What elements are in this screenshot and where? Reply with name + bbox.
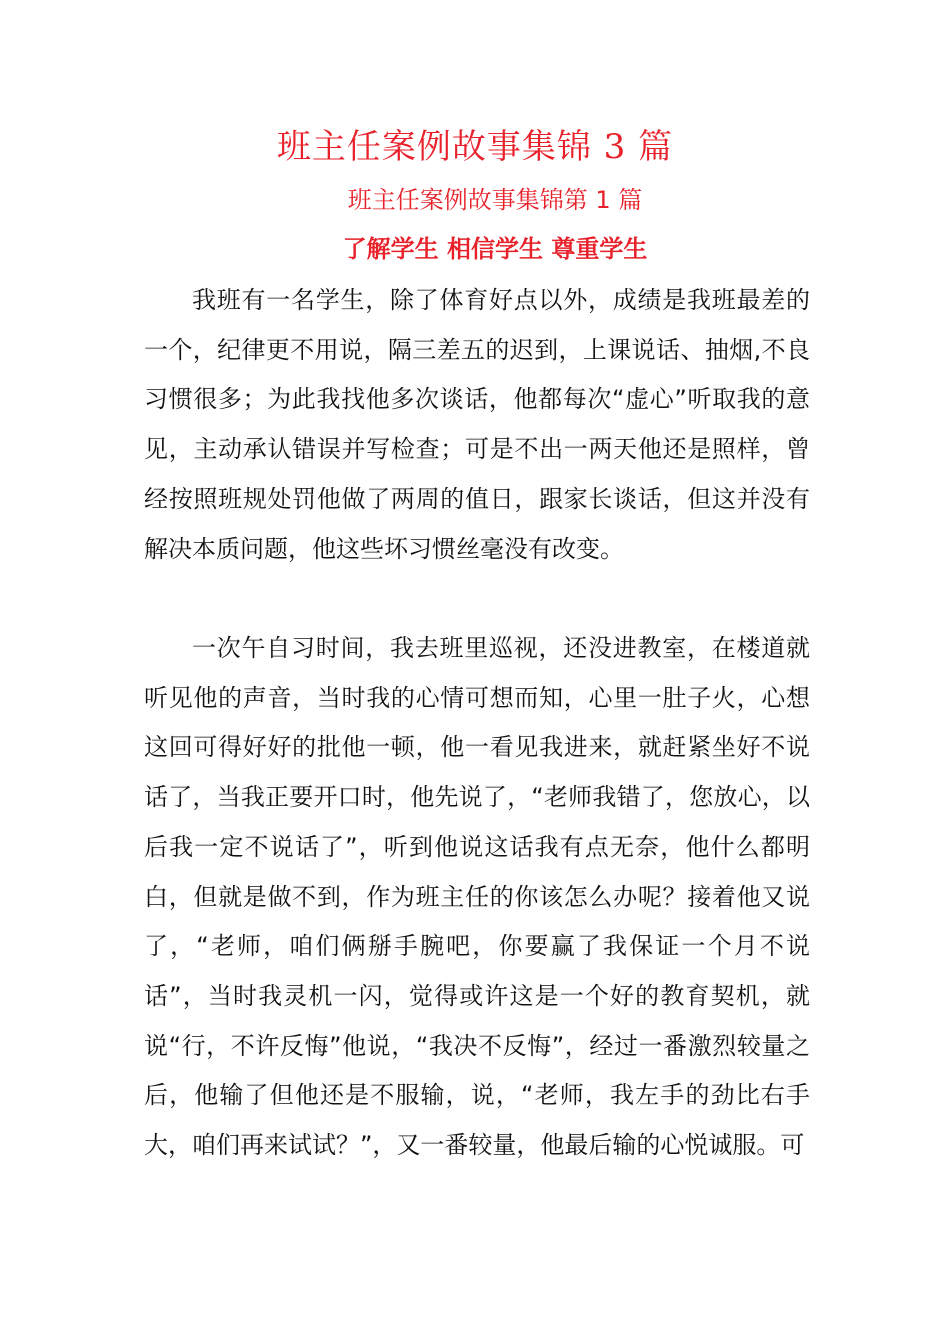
section-heading: 了解学生 相信学生 尊重学生 <box>342 235 648 263</box>
paragraph-text: 一次午自习时间，我去班里巡视，还没进教室，在楼道就听见他的声音，当时我的心情可想而知，心里一肚子火，心想这回可得好好的批他一顿，他一看见我进来，就赶紧坐好不说话了，当我正要开口时，他先说了，“老师我错了，您放心，以后我一定不说话了”，听到他说这话我有点无奈，他什么都明白，但就是做不到，作为班主任的你该怎么办呢？接着他又说了，“老师，咱们俩掰手腕吧，你要赢了我保证一个月不说话”，当时我灵机一闪，觉得或许这是一个好的教育契机，就说“行，不许反悔”他说，“我决不反悔”，经过一番激烈较量之后，他输了但他还是不服输，说，“老师，我左手的劲比右手大，咱们再来试试？”，又一番较量，他最后输的心悦诚服。可 <box>144 634 810 1160</box>
paragraph-text: 我班有一名学生，除了体育好点以外，成绩是我班最差的一个，纪律更不用说，隔三差五的迟到，上课说话、抽烟,不良习惯很多；为此我找他多次谈话，他都每次“虚心”听取我的意见，主动承认错误并写检查；可是不出一两天他还是照样，曾经按照班规处罚他做了两周的值日，跟家长谈话，但这并没有解决本质问题，他这些坏习惯丝毫没有改变。 <box>144 286 810 563</box>
document-subtitle: 班主任案例故事集锦第 1 篇 <box>347 186 643 214</box>
body-paragraph-2 <box>144 624 810 1171</box>
body-paragraph-1 <box>144 276 810 574</box>
document-title: 班主任案例故事集锦 3 篇 <box>276 127 674 167</box>
